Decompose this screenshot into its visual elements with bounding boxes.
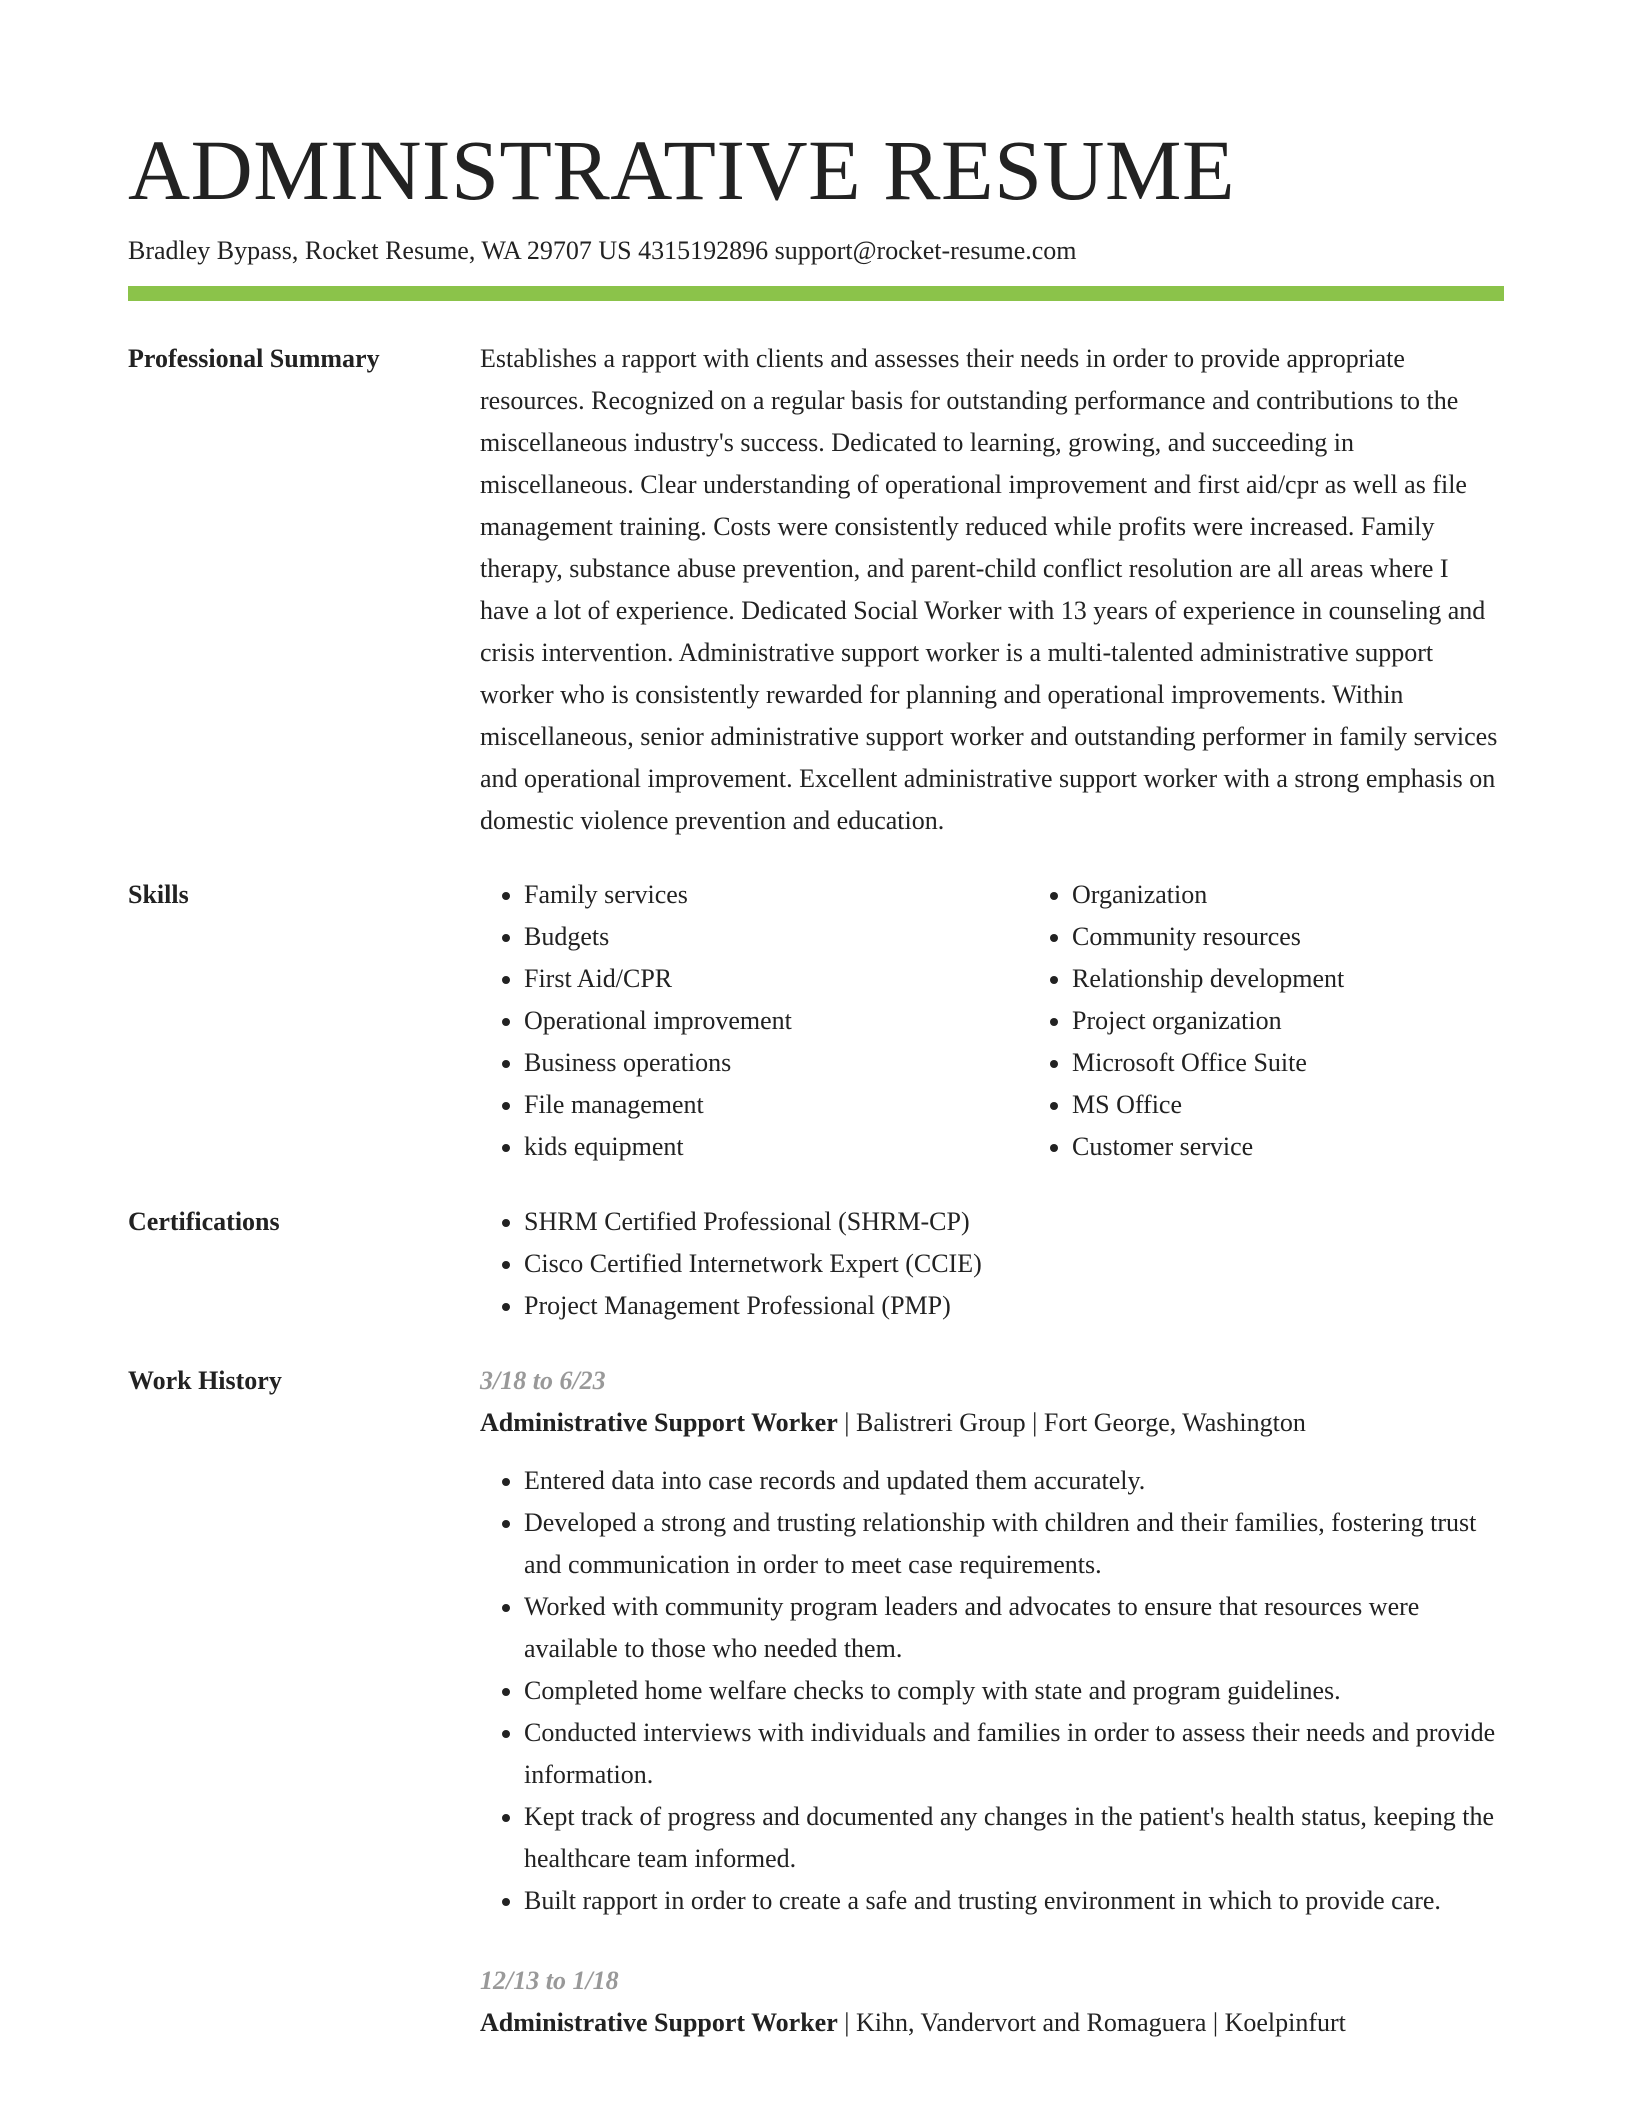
skills-list-right <box>1028 874 1576 1168</box>
certification-item: • SHRM Certified Professional (SHRM-CP) <box>524 1201 1504 1243</box>
skill-item: • Budgets <box>524 916 1028 958</box>
job-duty: • Worked with community program leaders and advocates to ensure that resources were available to those who needed them. <box>524 1586 1504 1670</box>
skills-heading: Skills <box>128 880 189 909</box>
skill-item: • Microsoft Office Suite <box>1072 1042 1576 1084</box>
skill-item: • Business operations <box>524 1042 1028 1084</box>
certifications-section <box>128 1201 1504 1327</box>
certifications-list <box>480 1201 1504 1327</box>
job-duty: • Completed home welfare checks to comply with state and program guidelines. <box>524 1670 1504 1712</box>
job-title: Administrative Support Worker <box>480 1408 838 1437</box>
skill-item: • kids equipment <box>524 1126 1028 1168</box>
job-duty: • Conducted interviews with individuals and families in order to assess their needs and provide information. <box>524 1712 1504 1796</box>
job-company-location: | Kihn, Vandervort and Romaguera | Koelpinfurt <box>837 2008 1346 2037</box>
skill-item: • Customer service <box>1072 1126 1576 1168</box>
skill-item: • Family services <box>524 874 1028 916</box>
job-company-location: | Balistreri Group | Fort George, Washington <box>837 1408 1306 1437</box>
skill-item: • MS Office <box>1072 1084 1576 1126</box>
certifications-heading: Certifications <box>128 1207 280 1236</box>
job-heading <box>480 1402 1504 1444</box>
skill-item: • Community resources <box>1072 916 1576 958</box>
summary-text: Establishes a rapport with clients and assesses their needs in order to provide appropriate resources. Recognized on a regular basis for outstanding performance and contributions to the miscellaneous industry's success. Dedicated to learning, growing, and succeeding in miscellaneous. Clear understanding of operational improvement and first aid/cpr as well as file management training. Costs were consistently reduced while profits were increased. Family therapy, substance abuse prevention, and parent-child conflict resolution are all areas where I have a lot of experience. Dedicated Social Worker with 13 years of experience in counseling and crisis intervention. Administrative support worker is a multi-talented administrative support worker who is consistently rewarded for planning and operational improvements. Within miscellaneous, senior administrative support worker and outstanding performer in family services and operational improvement. Excellent administrative support worker with a strong emphasis on domestic violence prevention and education. <box>480 344 1498 835</box>
certification-item: • Cisco Certified Internetwork Expert (CCIE) <box>524 1243 1504 1285</box>
certification-item: • Project Management Professional (PMP) <box>524 1285 1504 1327</box>
skill-item: • File management <box>524 1084 1028 1126</box>
skill-item: • Organization <box>1072 874 1576 916</box>
work-history-section <box>128 1360 1504 2044</box>
summary-heading: Professional Summary <box>128 344 380 373</box>
skill-item: • Relationship development <box>1072 958 1576 1000</box>
job-entry <box>480 1360 1504 1922</box>
job-duty: • Kept track of progress and documented any changes in the patient's health status, keeping the healthcare team informed. <box>524 1796 1504 1880</box>
job-duty: • Built rapport in order to create a safe and trusting environment in which to provide care. <box>524 1880 1504 1922</box>
job-heading <box>480 2002 1504 2044</box>
resume-page <box>128 0 1504 2044</box>
job-title: Administrative Support Worker <box>480 2008 838 2037</box>
job-duty: • Developed a strong and trusting relationship with children and their families, fostering trust and communication in order to meet case requirements. <box>524 1502 1504 1586</box>
skills-section <box>128 874 1504 1168</box>
work-history-heading: Work History <box>128 1366 282 1395</box>
contact-info: Bradley Bypass, Rocket Resume, WA 29707 US 4315192896 support@rocket-resume.com <box>128 236 1077 265</box>
job-duty: • Entered data into case records and updated them accurately. <box>524 1460 1504 1502</box>
skill-item: • Operational improvement <box>524 1000 1028 1042</box>
job-dates: 12/13 to 1/18 <box>480 1966 619 1995</box>
job-duties-list <box>480 1460 1504 1922</box>
skills-list-left <box>480 874 1028 1168</box>
summary-section <box>128 338 1504 842</box>
job-dates: 3/18 to 6/23 <box>480 1366 606 1395</box>
job-entry <box>480 1960 1504 2044</box>
skill-item: • Project organization <box>1072 1000 1576 1042</box>
header-divider <box>128 286 1504 301</box>
resume-title: ADMINISTRATIVE RESUME <box>128 122 1235 218</box>
skill-item: • First Aid/CPR <box>524 958 1028 1000</box>
